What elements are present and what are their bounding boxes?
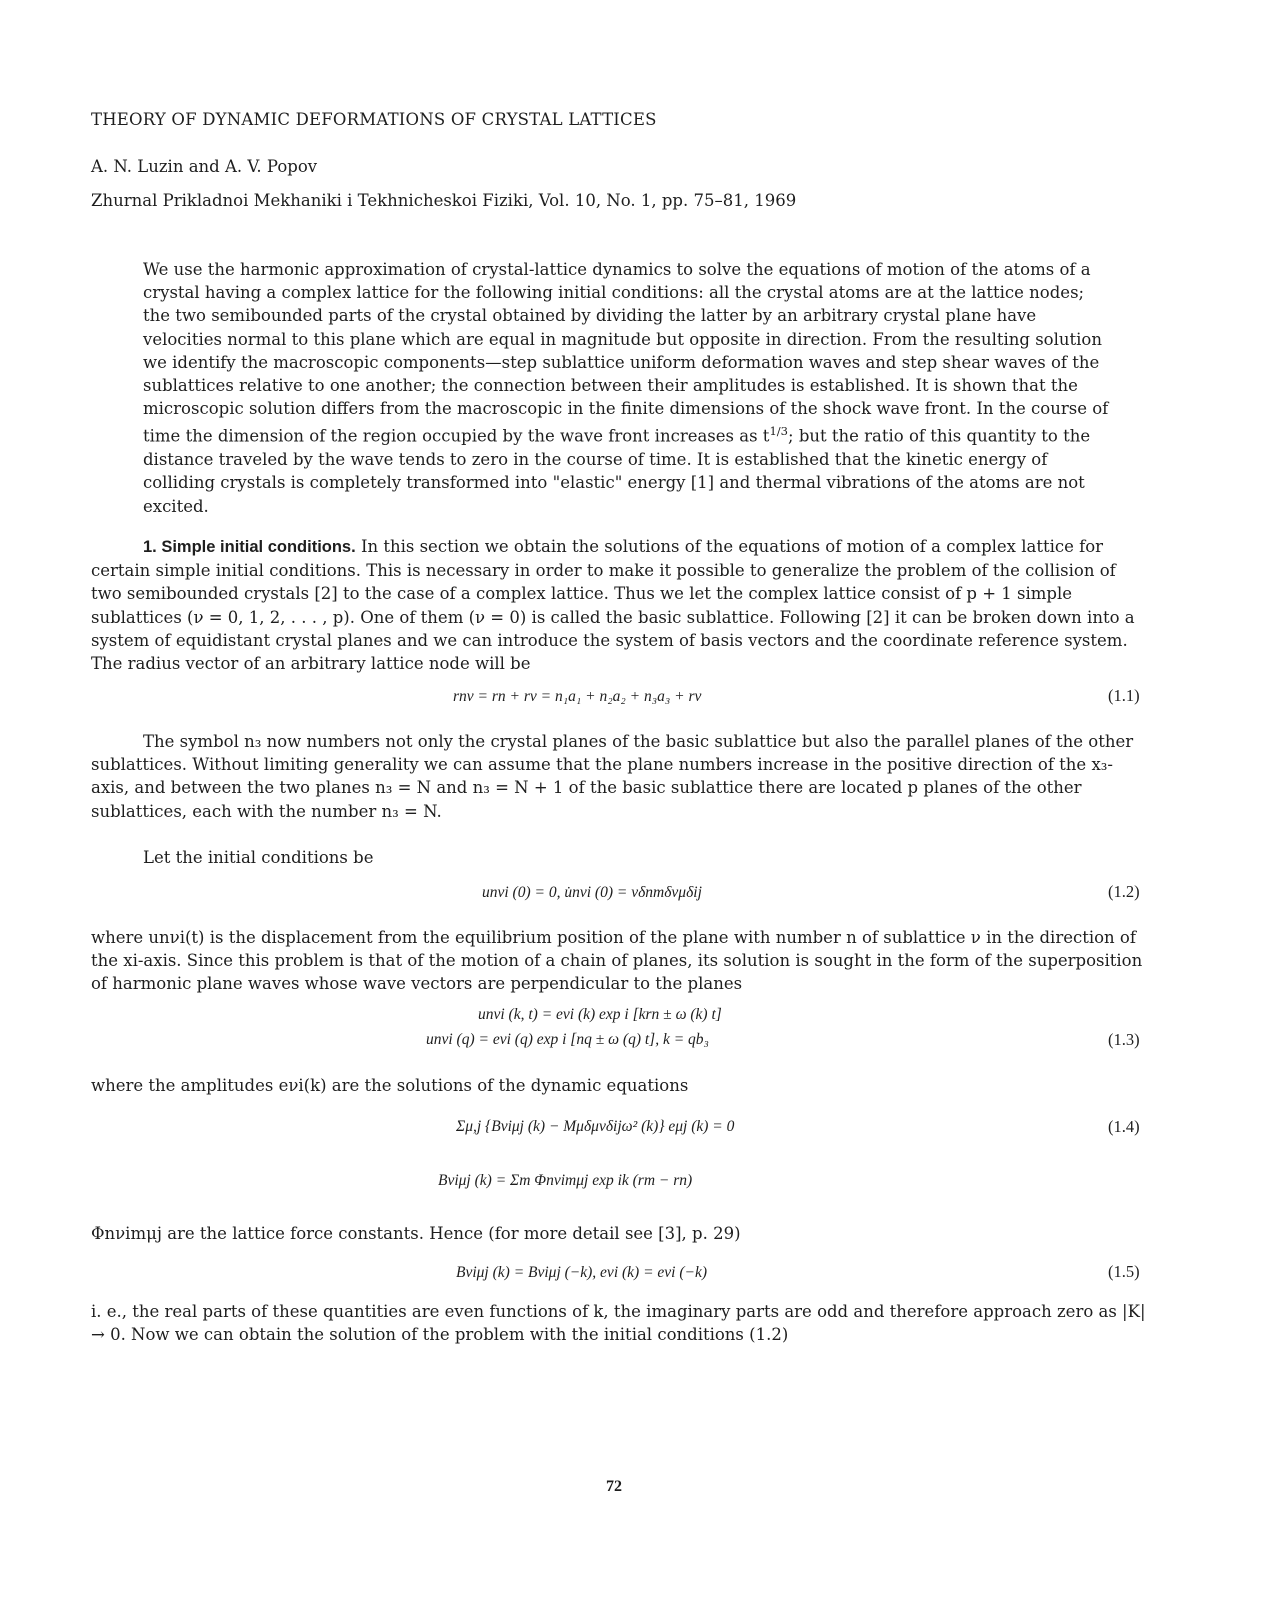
paper-title: THEORY OF DYNAMIC DEFORMATIONS OF CRYSTAL LATTICES <box>91 110 657 129</box>
equation-number-1-3: (1.3) <box>1108 1030 1140 1049</box>
section-1-paragraph-5: where the amplitudes eνi(k) are the solutions of the dynamic equations <box>91 1076 689 1095</box>
section-1-paragraph-6: Φnνimμj are the lattice force constants. Hence (for more detail see [3], p. 29) <box>91 1224 741 1243</box>
equation-1-4a: Σμ,j {Bνiμj (k) − Mμδμνδijω² (k)} eμj (k) = 0 <box>456 1118 735 1135</box>
equation-number-1-1: (1.1) <box>1108 686 1140 705</box>
section-1-paragraph-4: where unνi(t) is the displacement from the equilibrium position of the plane with number n of sublattice ν in the direction of the xi-axis. Since this problem is that of the motion of a chain of planes, its solution is sought in the form of the superposition of harmonic plane waves whose wave vectors are perpendicular to the planes <box>91 928 1143 994</box>
equation-1-4b: Bνiμj (k) = Σm Φnνimμj exp ik (rm − rn) <box>438 1172 693 1189</box>
section-1-paragraph-3: Let the initial conditions be <box>143 848 374 867</box>
page-number: 72 <box>606 1478 622 1495</box>
paper-citation: Zhurnal Prikladnoi Mekhaniki i Tekhnicheskoi Fiziki, Vol. 10, No. 1, pp. 75–81, 1969 <box>91 191 797 210</box>
paper-authors: A. N. Luzin and A. V. Popov <box>91 157 318 176</box>
equation-number-1-4: (1.4) <box>1108 1117 1140 1136</box>
section-1-text-1: In this section we obtain the solutions of the equations of motion of a complex lattice for certain simple initial conditions. This is necessary in order to make it possible to generalize the problem of the collision of two semibounded crystals [2] to the case of a complex lattice. Thus we let the complex lattice consist of p + 1 simple sublattices (ν = 0, 1, 2, . . . , p). One of them (ν = 0) is called the basic sublattice. Following [2] it can be broken down into a system of equidistant crystal planes and we can introduce the system of basis vectors and the coordinate reference system. The radius vector of an arbitrary lattice node will be <box>91 537 1135 674</box>
equation-1-1: rnν = rn + rν = n₁a₁ + n₂a₂ + n₃a₃ + rν <box>453 688 702 705</box>
equation-1-2: unνi (0) = 0, u̇nνi (0) = vδnmδνμδij <box>482 884 702 901</box>
section-1-paragraph-1 <box>91 535 1151 675</box>
equation-1-3a: unνi (k, t) = eνi (k) exp i [krn ± ω (k) t] <box>478 1006 722 1023</box>
abstract-part-1: We use the harmonic approximation of crystal-lattice dynamics to solve the equations of motion of the atoms of a crystal having a complex lattice for the following initial conditions: all the crystal atoms are at the lattice nodes; the two semibounded parts of the crystal obtained by dividing the latter by an arbitrary crystal plane have velocities normal to this plane which are equal in magnitude but opposite in direction. From the resulting solution we identify the macroscopic components—step sublattice uniform deformation waves and step shear waves of the sublattices relative to one another; the connection between their amplitudes is established. It is shown that the microscopic solution differs from the macroscopic in the finite dimensions of the shock wave front. In the course of time the dimension of the region occupied by the wave front increases as t <box>143 260 1109 446</box>
section-heading: 1. Simple initial conditions. <box>143 538 356 556</box>
equation-1-5: Bνiμj (k) = Bνiμj (−k), eνi (k) = eνi (−k) <box>456 1264 708 1281</box>
equation-number-1-5: (1.5) <box>1108 1262 1140 1281</box>
abstract <box>143 258 1113 518</box>
abstract-exponent: 1/3 <box>769 424 789 439</box>
abstract-part-2: ; but the ratio of this quantity to the distance traveled by the wave tends to zero in the course of time. It is established that the kinetic energy of colliding crystals is completely transformed into "elastic" energy [1] and thermal vibrations of the atoms are not excited. <box>143 426 1091 516</box>
equation-number-1-2: (1.2) <box>1108 882 1140 901</box>
equation-1-3b: unνi (q) = eνi (q) exp i [nq ± ω (q) t], k = qb₃ <box>426 1031 709 1048</box>
section-1-paragraph-7: i. e., the real parts of these quantities are even functions of k, the imaginary parts are odd and therefore approach zero as |K| → 0. Now we can obtain the solution of the problem with the initial conditions (1.2) <box>91 1302 1146 1345</box>
section-1-paragraph-2: The symbol n₃ now numbers not only the crystal planes of the basic sublattice but also the parallel planes of the other sublattices. Without limiting generality we can assume that the plane numbers increase in the positive direction of the x₃-axis, and between the two planes n₃ = N and n₃ = N + 1 of the basic sublattice there are located p planes of the other sublattices, each with the number n₃ = N. <box>91 732 1134 821</box>
